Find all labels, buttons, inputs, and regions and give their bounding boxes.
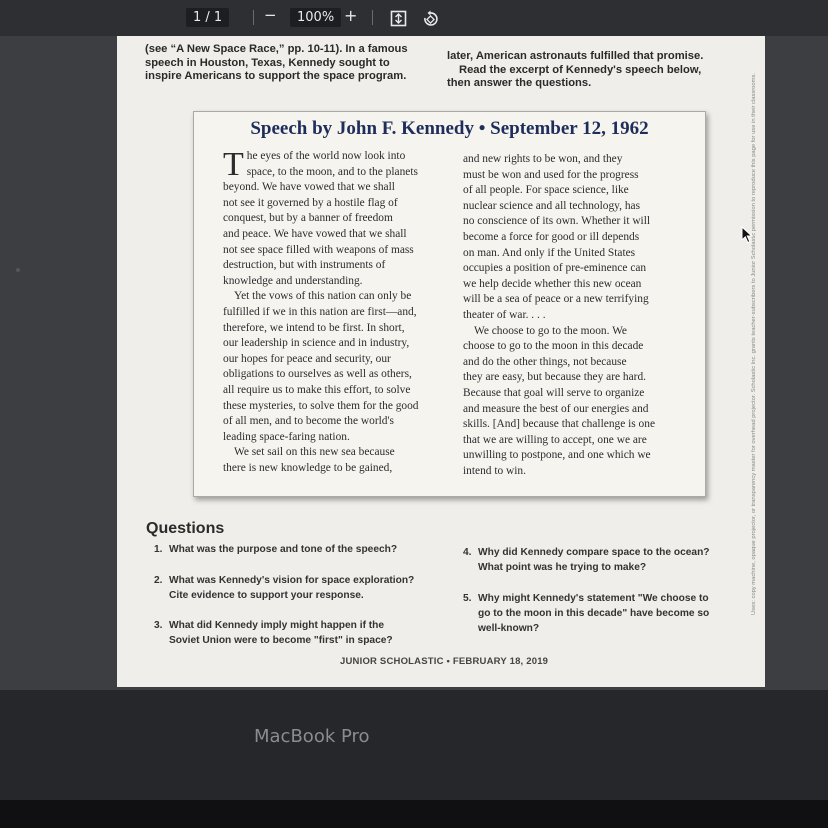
question-number: 1. [154,544,163,555]
page-indicator[interactable]: 1 / 1 [186,8,229,27]
fit-page-icon[interactable] [390,10,407,27]
question-item [463,591,709,636]
speech-line: fulfilled if we in this nation are first—and, [223,305,417,318]
speech-line: We set sail on this new sea because [234,446,395,459]
speech-line: knowledge and understanding. [223,274,363,287]
speech-line: on man. And only if the United States [463,246,636,259]
question-item [154,573,414,603]
speech-line: our hopes for peace and security, our [223,352,391,365]
intro-line: (see “A New Space Race,” pp. 10-11). In a famous [145,43,408,55]
speech-line: intend to win. [463,464,526,477]
speech-right-column [463,152,688,479]
intro-left [145,43,408,84]
question-text: Soviet Union were to become "first" in space? [169,635,393,646]
intro-line: inspire Americans to support the space program. [145,70,407,82]
mouse-pointer-icon [741,226,753,244]
speech-line: conquest, but by a banner of freedom [223,212,393,225]
speech-line: destruction, but with instruments of [223,259,386,272]
margin-note-text: Uses: copy machine, opaque projector, or transparency master for overhead projector. Scholastic Inc. grants teacher-subscribers to Junior Scholastic permission to reproduce this page for use in their classrooms. [751,73,757,615]
intro-line: then answer the questions. [447,77,592,89]
intro-line: speech in Houston, Texas, Kennedy sought to [145,56,390,69]
speech-line: We choose to go to the moon. We [474,324,627,337]
question-item [154,618,393,648]
speech-line: Because that goal will serve to organize [463,386,645,399]
speech-left-column [223,146,443,476]
speech-line: nuclear science and all technology, has [463,199,641,212]
question-text: What was the purpose and tone of the speech? [169,544,398,555]
speech-line: unwilling to postpone, and one which we [463,449,651,462]
speech-line: all require us to make this effort, to solve [223,383,411,396]
speech-line: must be won and used for the progress [463,168,639,181]
intro-line: Read the excerpt of Kennedy's speech below, [459,63,702,76]
speech-line: and new rights to be won, and they [463,153,623,165]
intro-right [447,50,703,91]
question-text: What did Kennedy imply might happen if the [169,620,385,631]
toolbar-divider [253,10,254,25]
speech-line: there is new knowledge to be gained, [223,461,393,474]
zoom-in-button[interactable]: + [344,6,358,25]
question-text: What point was he trying to make? [478,562,647,573]
question-text: well-known? [478,623,540,634]
speech-title: Speech by John F. Kennedy • September 12, 1962 [250,118,649,139]
question-text: Why might Kennedy's statement "We choose to [478,593,709,604]
laptop-hinge [0,800,828,828]
zoom-out-button[interactable]: − [264,6,277,24]
toolbar-divider [372,10,373,25]
question-number: 4. [463,547,472,558]
speech-line: not see it governed by a hostile flag of [223,196,398,209]
speech-line: will be a sea of peace or a new terrifying [463,293,649,306]
speech-line: our leadership in science and in industry, [223,337,410,350]
speech-line: of all men, and to become the world's [223,415,394,428]
speech-line: space, to the moon, and to the planets [246,165,418,178]
question-text: Why did Kennedy compare space to the ocean? [478,547,710,558]
speech-line: leading space-faring nation. [223,430,350,443]
speech-line: not see space filled with weapons of mass [223,243,414,256]
speech-line: beyond. We have vowed that we shall [223,181,395,194]
speech-line: choose to go to the moon in this decade [463,340,644,353]
speech-line: obligations to ourselves as well as others, [223,368,412,381]
question-number: 5. [463,593,472,604]
speech-line: they are easy, but because they are hard. [463,371,647,384]
speech-line: we help decide whether this new ocean [463,277,642,290]
question-item [154,542,397,557]
speech-line: and do the other things, not because [463,355,627,368]
speech-line: therefore, we intend to be first. In short, [223,321,405,334]
zoom-level[interactable]: 100% [290,8,341,27]
laptop-brand: MacBook Pro [254,726,370,747]
speech-line: theater of war. . . . [463,308,546,321]
speech-line: he eyes of the world now look into [246,150,406,162]
screen-dot [16,268,20,272]
page-footer: JUNIOR SCHOLASTIC • FEBRUARY 18, 2019 [340,656,549,667]
speech-line: occupies a position of pre-eminence can [463,262,647,275]
speech-line: become a force for good or ill depends [463,230,640,243]
speech-line: and measure the best of our energies and [463,402,649,415]
question-item [463,545,710,575]
intro-line: later, American astronauts fulfilled that promise. [447,50,704,62]
question-number: 3. [154,620,163,631]
speech-line: skills. [And] because that challenge is one [463,418,656,431]
question-text: Cite evidence to support your response. [169,590,364,601]
question-number: 2. [154,575,163,586]
rotate-icon[interactable] [422,10,439,27]
pdf-toolbar [0,0,828,36]
speech-line: Yet the vows of this nation can only be [234,290,412,303]
speech-box [193,111,706,497]
speech-line: that we are willing to accept, one we are [463,433,647,446]
question-text: What was Kennedy's vision for space exploration? [169,575,415,586]
question-text: go to the moon in this decade" have become so [478,608,710,619]
speech-line: these mysteries, to solve them for the good [223,399,419,412]
speech-line: of all people. For space science, like [463,184,629,197]
speech-line: and peace. We have vowed that we shall [223,227,407,240]
drop-cap: T [223,146,244,183]
questions-heading: Questions [146,520,225,537]
speech-line: no conscience of its own. Whether it will [463,215,651,228]
pdf-page [117,36,765,687]
